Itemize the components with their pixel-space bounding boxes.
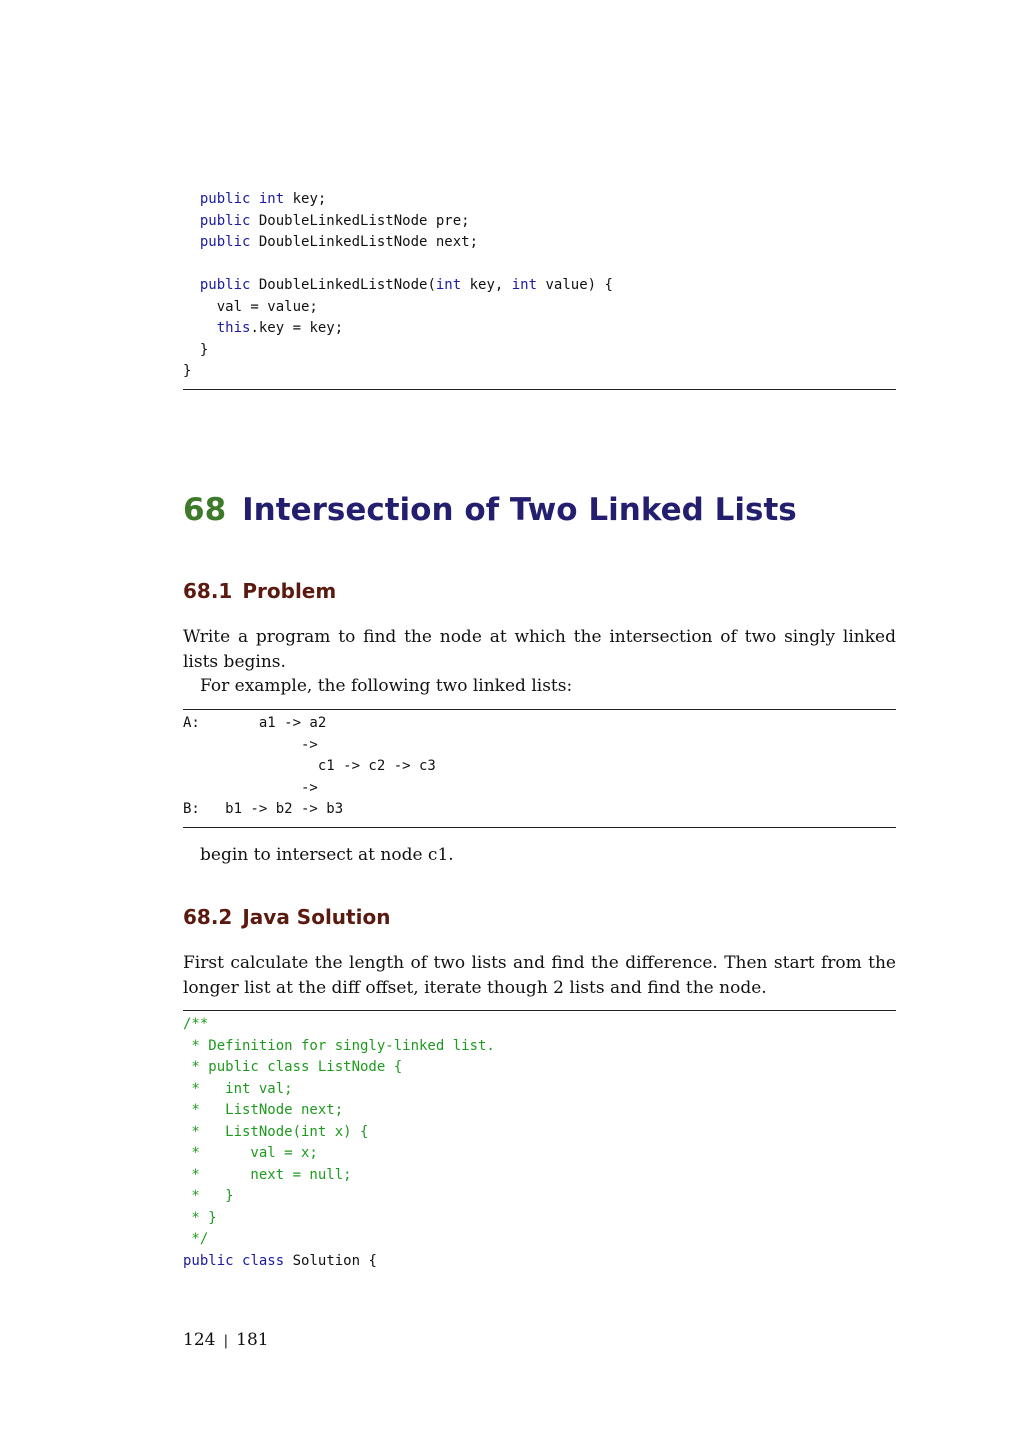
code-keyword: class	[242, 1252, 285, 1269]
section-heading-problem	[183, 579, 336, 603]
code-comment: * val = x;	[183, 1145, 318, 1161]
code-keyword: this	[216, 320, 251, 336]
code-keyword: public	[199, 191, 251, 207]
code-line	[183, 1253, 377, 1269]
code-line	[183, 191, 326, 207]
code-block-double-linked-list-node	[183, 189, 613, 383]
code-comment: * next = null;	[183, 1166, 352, 1183]
code-text: value) {	[537, 277, 613, 293]
code-text: }	[183, 363, 192, 379]
problem-paragraph: Write a program to find the node at which the intersection of two singly linked lists begins.	[183, 627, 896, 672]
code-text: DoubleLinkedListNode pre;	[250, 212, 470, 229]
code-line	[183, 277, 613, 293]
page-separator: |	[223, 1333, 229, 1349]
code-keyword: int	[435, 277, 462, 293]
page-total: 181	[236, 1330, 269, 1350]
code-text	[183, 213, 200, 229]
chapter-title: Intersection of Two Linked Lists	[242, 492, 797, 528]
code-line	[183, 320, 343, 336]
chapter-heading	[183, 492, 797, 528]
section-heading-java-solution	[183, 905, 390, 929]
code-bottom-rule	[183, 389, 896, 390]
code-text: key,	[461, 277, 512, 293]
code-text: DoubleLinkedListNode(	[250, 277, 436, 293]
page-number: 124	[183, 1330, 216, 1350]
code-text: ->	[183, 779, 318, 796]
intersect-paragraph: begin to intersect at node c1.	[200, 845, 454, 865]
code-line	[183, 801, 343, 817]
code-text: DoubleLinkedListNode next;	[250, 234, 479, 250]
section-number: 68.1	[183, 579, 233, 603]
example-top-rule	[183, 709, 896, 710]
code-text: }	[183, 341, 209, 358]
code-line	[183, 363, 191, 379]
code-text: A: a1 -> a2	[183, 715, 327, 731]
code-line	[183, 715, 326, 731]
code-line	[183, 213, 470, 229]
code-comment: * }	[183, 1188, 234, 1204]
code-line	[183, 780, 318, 796]
code-line	[183, 1145, 318, 1161]
code-line	[183, 1102, 343, 1118]
code-text: c1 -> c2 -> c3	[183, 758, 436, 774]
code-block-java-solution	[183, 1014, 495, 1272]
example-bottom-rule	[183, 827, 896, 828]
code-text: Solution {	[284, 1252, 377, 1269]
solution-top-rule	[183, 1010, 896, 1011]
code-line	[183, 234, 478, 250]
code-line	[183, 1124, 368, 1140]
code-text	[183, 277, 200, 293]
section-title: Java Solution	[242, 905, 391, 929]
code-line	[183, 1059, 402, 1075]
code-text	[183, 234, 200, 250]
code-keyword: public	[199, 212, 251, 229]
code-line	[183, 1210, 217, 1226]
code-text: val = value;	[183, 298, 318, 315]
code-line	[183, 1081, 293, 1097]
code-keyword: public	[199, 277, 251, 293]
code-line	[183, 1231, 208, 1247]
code-text	[183, 320, 217, 336]
code-text: ->	[183, 736, 318, 753]
code-comment: * public class ListNode {	[183, 1059, 403, 1075]
code-comment: /**	[183, 1016, 209, 1032]
code-comment: * Definition for singly-linked list.	[183, 1037, 495, 1054]
example-intro-paragraph: For example, the following two linked lists:	[200, 676, 573, 696]
code-text	[234, 1253, 242, 1269]
code-text	[250, 191, 258, 207]
code-line	[183, 342, 208, 358]
chapter-number: 68	[183, 492, 227, 528]
code-keyword: int	[511, 277, 538, 293]
section-title: Problem	[242, 579, 337, 603]
code-line	[183, 737, 318, 753]
code-comment: */	[183, 1231, 209, 1247]
code-comment: * ListNode next;	[183, 1102, 344, 1118]
code-comment: * int val;	[183, 1080, 293, 1097]
code-line	[183, 299, 318, 315]
code-text: B: b1 -> b2 -> b3	[183, 801, 344, 817]
code-line	[183, 758, 436, 774]
code-line	[183, 1016, 208, 1032]
section-number: 68.2	[183, 905, 233, 929]
code-comment: * }	[183, 1209, 217, 1226]
code-keyword: int	[258, 191, 285, 207]
code-block-example-lists	[183, 713, 436, 821]
solution-paragraph: First calculate the length of two lists and find the difference. Then start from the longer list at the diff offset, iterate though 2 lists and find the node.	[183, 953, 896, 998]
code-keyword: public	[199, 234, 251, 250]
code-text: key;	[284, 191, 327, 207]
code-line	[183, 1188, 234, 1204]
code-line	[183, 1167, 352, 1183]
page-footer	[183, 1330, 269, 1350]
code-text	[183, 191, 200, 207]
code-comment: * ListNode(int x) {	[183, 1123, 369, 1140]
code-line	[183, 1038, 495, 1054]
code-keyword: public	[183, 1252, 234, 1269]
code-text: .key = key;	[250, 320, 344, 336]
